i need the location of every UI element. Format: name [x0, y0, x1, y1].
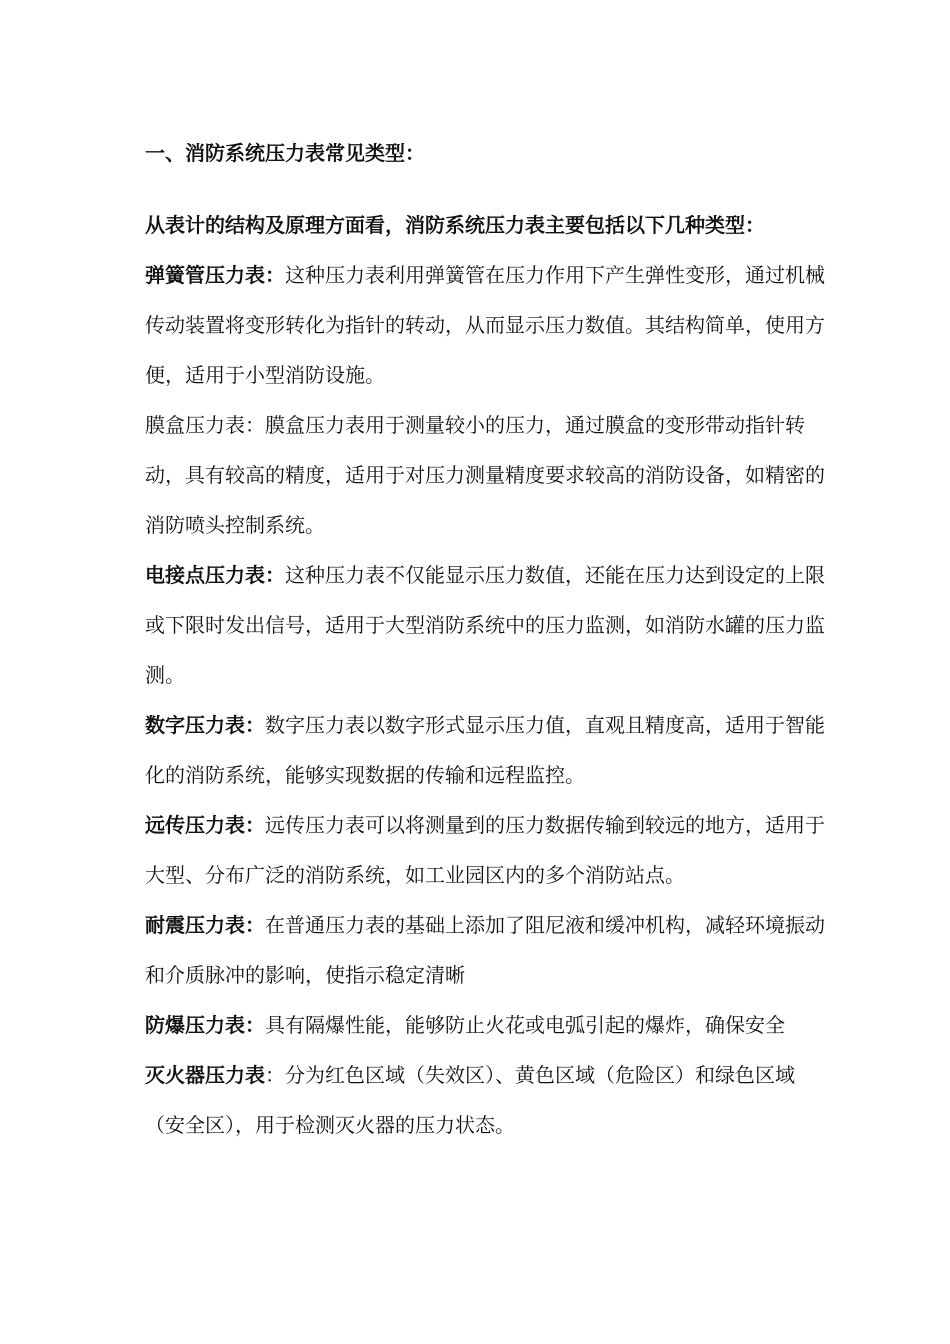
item-term: 远传压力表： — [145, 813, 265, 837]
item-text: 在普通压力表的基础上添加了阻尼液和缓冲机构，减轻环境振动和介质脉冲的影响，使指示稳定清晰 — [145, 913, 825, 987]
item-term: 膜盒压力表： — [145, 413, 265, 437]
item-term: 数字压力表： — [145, 713, 265, 737]
list-item-spring-tube — [145, 250, 825, 400]
list-item-fire-extinguisher — [145, 1050, 825, 1150]
list-item-electric-contact — [145, 550, 825, 700]
item-text: 这种压力表利用弹簧管在压力作用下产生弹性变形，通过机械传动装置将变形转化为指针的转动，从而显示压力数值。其结构简单，使用方便，适用于小型消防设施。 — [145, 263, 825, 387]
lead-sentence: 从表计的结构及原理方面看，消防系统压力表主要包括以下几种类型： — [145, 213, 765, 237]
list-item-digital — [145, 700, 825, 800]
item-text: 这种压力表不仅能显示压力数值，还能在压力达到设定的上限或下限时发出信号，适用于大型消防系统中的压力监测，如消防水罐的压力监测。 — [145, 563, 825, 687]
item-text: ：分为红色区域（失效区）、黄色区域（危险区）和绿色区域（安全区），用于检测灭火器的压力状态。 — [145, 1063, 795, 1137]
item-term: 弹簧管压力表： — [145, 263, 285, 287]
item-text: 数字压力表以数字形式显示压力值，直观且精度高，适用于智能化的消防系统，能够实现数据的传输和远程监控。 — [145, 713, 825, 787]
item-term: 耐震压力表： — [145, 913, 265, 937]
item-term: 电接点压力表： — [145, 563, 285, 587]
item-text: 具有隔爆性能，能够防止火花或电弧引起的爆炸，确保安全 — [265, 1013, 785, 1037]
document-page — [145, 128, 825, 1150]
list-item-shockproof — [145, 900, 825, 1000]
item-term: 灭火器压力表 — [145, 1063, 265, 1087]
list-item-diaphragm-box — [145, 400, 825, 550]
item-text: 远传压力表可以将测量到的压力数据传输到较远的地方，适用于大型、分布广泛的消防系统，如工业园区内的多个消防站点。 — [145, 813, 825, 887]
item-term: 防爆压力表： — [145, 1013, 265, 1037]
list-item-explosion-proof — [145, 1000, 825, 1050]
list-item-remote-transmission — [145, 800, 825, 900]
section-heading: 一、消防系统压力表常见类型： — [145, 141, 425, 165]
item-text: 膜盒压力表用于测量较小的压力，通过膜盒的变形带动指针转动，具有较高的精度，适用于对压力测量精度要求较高的消防设备，如精密的消防喷头控制系统。 — [145, 413, 825, 537]
